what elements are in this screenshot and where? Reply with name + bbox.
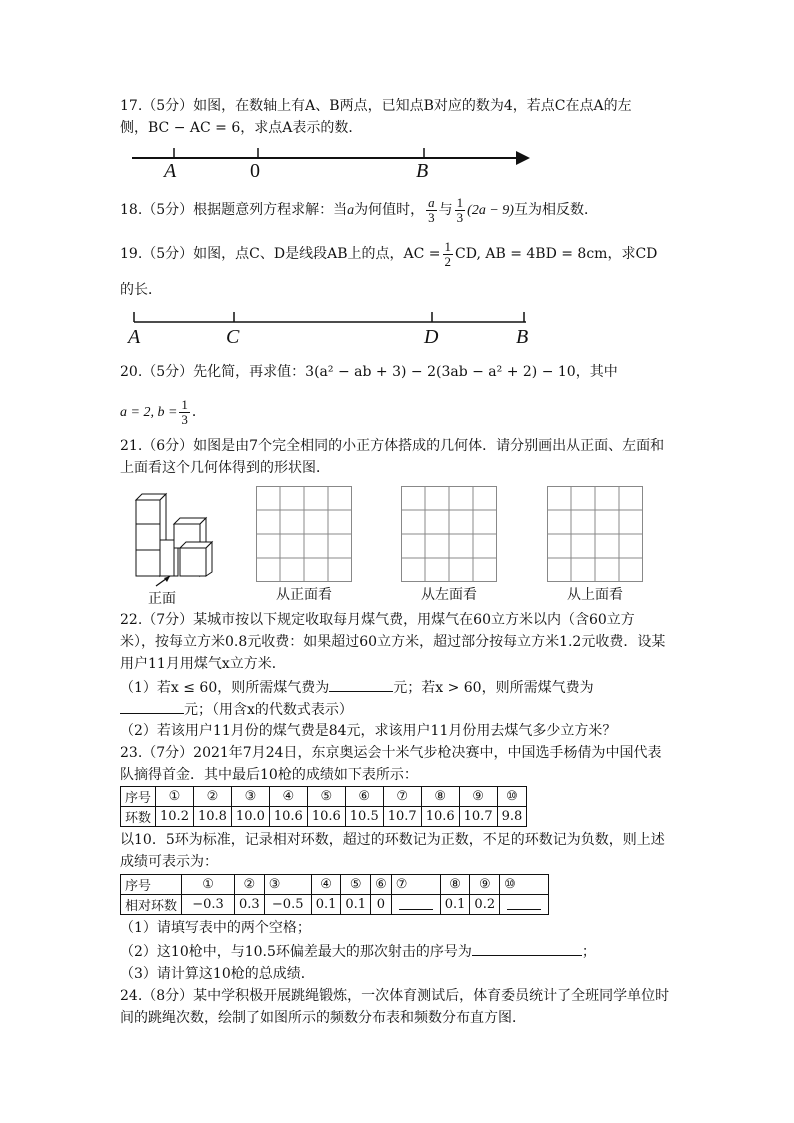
view-label-front: 从正面看 — [276, 587, 332, 603]
cell: ① — [156, 787, 194, 807]
q22-line1: 22.（7分）某城市按以下规定收取每月煤气费，用煤气在60立方米以内（含60立方 — [120, 612, 635, 628]
q18-mid1: 为何值时， — [354, 202, 425, 218]
cell: 10.7 — [459, 807, 497, 827]
q17-line1: 17.（5分）如图，在数轴上有A、B两点，已知点B对应的数为4，若点C在点A的左 — [120, 98, 632, 114]
cell: 10.7 — [383, 807, 421, 827]
cell: 10.5 — [345, 807, 383, 827]
cell: ⑥ — [345, 787, 383, 807]
q18-mid2: 与 — [438, 202, 453, 218]
q18-frac1-num: a — [428, 194, 435, 210]
seg-label-d: D — [424, 326, 439, 348]
cube-solid-figure — [130, 488, 230, 588]
q23-line4: 成绩可表示为： — [120, 854, 218, 870]
cell: ② — [193, 787, 231, 807]
q19-frac-num: 1 — [444, 238, 452, 254]
cell: ③ — [264, 875, 311, 895]
answer-blank-2[interactable] — [120, 699, 184, 714]
cell: ⑦ — [383, 787, 421, 807]
view-label-top: 从上面看 — [567, 587, 623, 603]
cell: ② — [235, 875, 265, 895]
q18-frac2 — [455, 196, 466, 225]
q22-part1 — [120, 677, 594, 698]
q20-line2 — [120, 396, 206, 429]
axis-label-a: A — [164, 160, 177, 182]
q23-part3: （3）请计算这10枪的总成绩． — [120, 966, 315, 982]
cell: 相对环数 — [121, 895, 182, 915]
q19-line1 — [120, 238, 657, 270]
q23-p2a: （2）这10枪中，与10.5环偏差最大的那次射击的序号为 — [120, 944, 472, 960]
q24-line1: 24.（8分）某中学积极开展跳绳锻炼，一次体育测试后，体育委员统计了全班同学单位时 — [120, 988, 670, 1004]
cell: 0 — [371, 895, 392, 915]
cell: 0.1 — [311, 895, 341, 915]
cell: ③ — [231, 787, 269, 807]
q20-prefix: a = 2, b = — [120, 405, 178, 420]
cell: ⑨ — [459, 787, 497, 807]
q20-frac — [179, 398, 190, 427]
cell: 0.2 — [470, 895, 500, 915]
cell: ⑥ — [371, 875, 392, 895]
cell: ⑩ — [497, 787, 527, 807]
grid-left — [401, 486, 497, 582]
segment-figure — [130, 308, 530, 328]
score-table-row — [121, 807, 527, 827]
seg-label-b: B — [516, 326, 529, 348]
view-label-left: 从左面看 — [421, 587, 477, 603]
cell: ④ — [269, 787, 307, 807]
q21-line2: 上面看这个几何体得到的形状图． — [120, 460, 330, 476]
answer-blank-10[interactable] — [500, 895, 549, 915]
q19-line2: 的长． — [120, 282, 162, 298]
cell: 序号 — [121, 875, 182, 895]
q18-prefix: 18.（5分）根据题意列方程求解：当 — [120, 202, 348, 218]
score-table-header — [121, 787, 527, 807]
q22-p1b: 元；若x > 60，则所需煤气费为 — [393, 680, 594, 696]
q18-frac2-num: 1 — [456, 194, 464, 210]
cell: ⑤ — [341, 875, 371, 895]
q18-var: a — [347, 203, 355, 218]
q20-frac-num: 1 — [181, 396, 188, 412]
cell: 0.3 — [235, 895, 265, 915]
relative-score-table — [120, 874, 549, 915]
cell: 10.6 — [307, 807, 345, 827]
cell: 10.0 — [231, 807, 269, 827]
q23-part2 — [120, 941, 596, 962]
cell: 10.6 — [269, 807, 307, 827]
grid-top — [547, 486, 643, 582]
q19-prefix: 19.（5分）如图，点C、D是线段AB上的点，AC = — [120, 246, 441, 262]
q22-part1-cont — [120, 699, 353, 720]
q19-frac-den: 2 — [444, 253, 452, 269]
cell: 0.1 — [440, 895, 470, 915]
cell: ④ — [311, 875, 341, 895]
q22-line2: 米），按每立方米0.8元收费：如果超过60立方米，超过部分按每立方米1.2元收费．设某 — [120, 634, 666, 650]
cell: ⑧ — [440, 875, 470, 895]
q18-expr: (2a − 9) — [467, 203, 514, 218]
front-label: 正面 — [148, 591, 176, 607]
axis-label-zero: 0 — [250, 160, 260, 182]
q18-frac1 — [426, 196, 437, 225]
q22-p1a: （1）若x ≤ 60，则所需煤气费为 — [120, 680, 330, 696]
answer-blank-1[interactable] — [329, 677, 393, 692]
q18-line — [120, 194, 598, 227]
q18-suffix: 互为相反数． — [513, 202, 598, 218]
q22-part2: （2）若该用户11月份的煤气费是84元，求该用户11月份用去煤气多少立方米？ — [120, 723, 617, 739]
q17-line2: 侧，BC − AC = 6，求点A表示的数． — [120, 120, 363, 136]
relative-table-header — [121, 875, 549, 895]
cell: 10.2 — [156, 807, 194, 827]
q21-line1: 21.（6分）如图是由7个完全相同的小正方体搭成的几何体．请分别画出从正面、左面和 — [120, 438, 665, 454]
cell: ① — [182, 875, 235, 895]
q18-frac2-den: 3 — [456, 209, 464, 225]
q23-line3: 以10．5环为标准，记录相对环数，超过的环数记为正数，不足的环数记为负数，则上述 — [120, 832, 665, 848]
answer-blank-max-dev[interactable] — [472, 941, 582, 956]
grid-front — [256, 486, 352, 582]
cell: 9.8 — [497, 807, 527, 827]
q23-p2b: ； — [581, 944, 596, 960]
q20-line1: 20.（5分）先化简，再求值：3(a² − ab + 3) − 2(3ab − a² + 2) − 10，其中 — [120, 364, 618, 380]
relative-table-row — [121, 895, 549, 915]
cell: ⑩ — [500, 875, 549, 895]
cell: ⑧ — [421, 787, 459, 807]
q19-frac — [443, 240, 454, 269]
cell: 0.1 — [341, 895, 371, 915]
q20-suffix: ． — [191, 404, 206, 420]
q23-line1: 23.（7分）2021年7月24日，东京奥运会十米气步枪决赛中，中国选手杨倩为中国代表 — [120, 745, 662, 761]
cell: −0.3 — [182, 895, 235, 915]
q19-rest: CD, AB = 4BD = 8cm，求CD — [455, 246, 658, 262]
seg-label-c: C — [226, 326, 240, 348]
seg-label-a: A — [128, 326, 141, 348]
answer-blank-7[interactable] — [391, 895, 440, 915]
cell: 10.6 — [421, 807, 459, 827]
cell: 序号 — [121, 787, 156, 807]
cell: ⑨ — [470, 875, 500, 895]
q22-line3: 用户11月用煤气x立方米． — [120, 656, 286, 672]
cell: 环数 — [121, 807, 156, 827]
cell: 10.8 — [193, 807, 231, 827]
q23-line2: 队摘得首金．其中最后10枪的成绩如下表所示： — [120, 767, 418, 783]
number-line-figure — [130, 144, 530, 184]
q23-part1: （1）请填写表中的两个空格； — [120, 920, 311, 936]
cell: −0.5 — [264, 895, 311, 915]
score-table — [120, 786, 527, 827]
q18-frac1-den: 3 — [428, 209, 435, 225]
q22-p1c: 元；（用含x的代数式表示） — [184, 702, 353, 718]
q24-line2: 间的跳绳次数，绘制了如图所示的频数分布表和频数分布直方图． — [120, 1010, 526, 1026]
axis-label-b: B — [416, 160, 429, 182]
q20-frac-den: 3 — [181, 411, 188, 427]
cell: ⑤ — [307, 787, 345, 807]
cell: ⑦ — [391, 875, 440, 895]
